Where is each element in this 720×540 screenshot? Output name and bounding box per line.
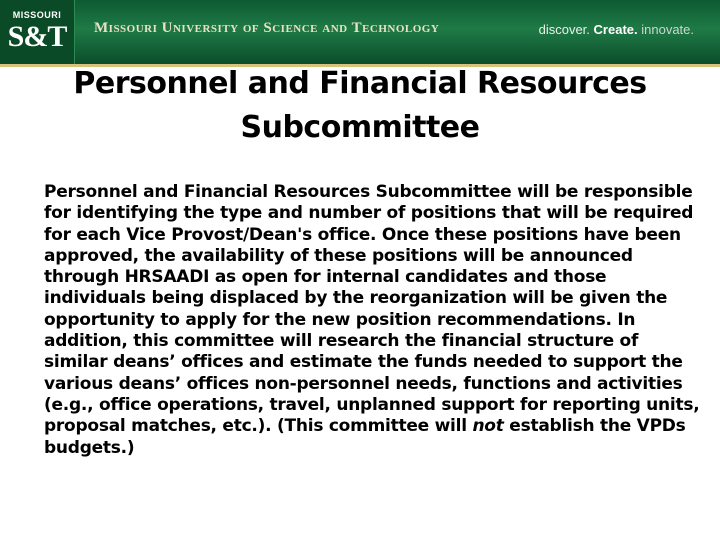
tagline-discover: discover. (538, 22, 590, 37)
body-text-emphasis: not (472, 416, 504, 437)
slide-title: Personnel and Financial Resources Subcommittee (73, 66, 647, 145)
tagline-innovate: innovate. (641, 22, 694, 37)
university-name: Missouri University of Science and Technology (94, 20, 440, 36)
logo-missouri-text: MISSOURI (12, 10, 62, 20)
body-text-part2: establish the VPDs budgets.) (44, 416, 686, 458)
body-text-part1: Personnel and Financial Resources Subcommittee will be responsible for identifying the type and number of positions that will be required for each Vice Provost/Dean's office. Once these positions have been approved, the availability of these positions will be announced through HRSAADI as open for internal candidates and those individuals being displaced by the reorganization will be given the opportunity to apply for the new position recommendations. In addition, this committee will research the financial structure of similar deans’ offices and estimate the funds needed to support the various deans’ offices non-personnel needs, functions and activities (e.g., office operations, travel, unplanned support for reporting units, proposal matches, etc.). (This committee will (44, 182, 700, 437)
university-logo (0, 0, 75, 64)
tagline (539, 22, 694, 37)
header-banner (0, 0, 720, 64)
tagline-create: Create. (593, 22, 638, 37)
logo-st-text: S&T (7, 20, 67, 53)
slide-body (44, 182, 704, 459)
